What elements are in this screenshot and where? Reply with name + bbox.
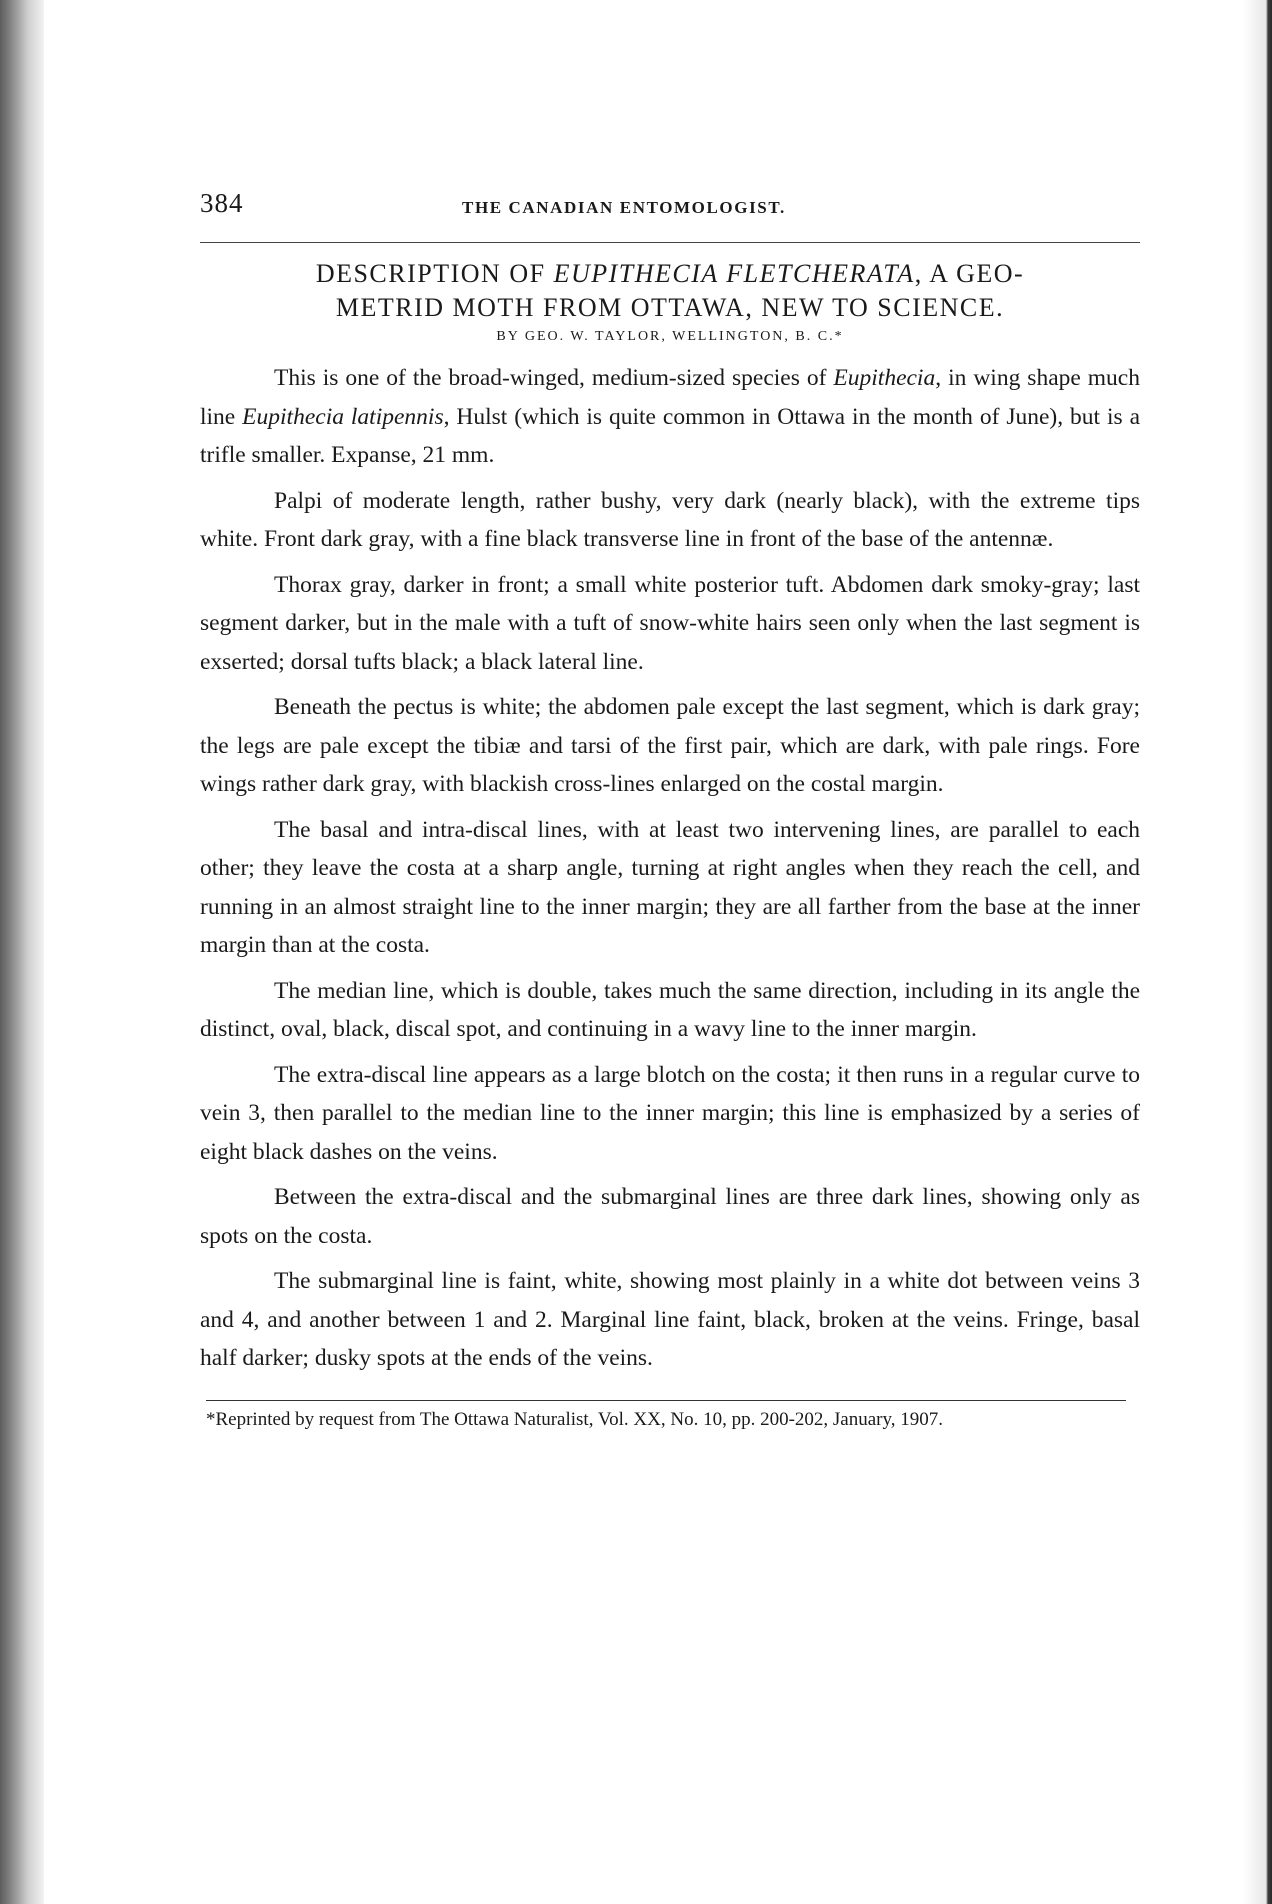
- title-line-1-end: , A GEO-: [914, 259, 1025, 288]
- journal-title: THE CANADIAN ENTOMOLOGIST.: [462, 198, 786, 217]
- running-head: [200, 180, 1140, 224]
- paragraph-1-text-b: , in wing shape much line: [200, 365, 1140, 430]
- paragraph-9: The submarginal line is faint, white, showing most plainly in a white dot between veins 3 and 4, and another between 1 and 2. Marginal line faint, black, broken at the veins. Fringe, basal half darker; dusky spots at the ends of the veins.: [200, 1268, 1140, 1371]
- paragraph-7: The extra-discal line appears as a large blotch on the costa; it then runs in a regular curve to vein 3, then parallel to the median line to the inner margin; this line is emphasized by a series of eight black dashes on the veins.: [200, 1061, 1140, 1165]
- paragraph-8: Between the extra-discal and the submarginal lines are three dark lines, showing only as spots on the costa.: [200, 1184, 1140, 1249]
- genus-name: Eupithecia: [833, 365, 936, 391]
- byline: BY GEO. W. TAYLOR, WELLINGTON, B. C.*: [496, 329, 844, 344]
- scan-edge-right: [1242, 0, 1272, 1904]
- footnote-rule: [206, 1400, 1126, 1401]
- page-number: 384: [200, 188, 244, 218]
- article-body: [200, 359, 1140, 1378]
- footnote: *Reprinted by request from The Ottawa Naturalist, Vol. XX, No. 10, pp. 200-202, January, 1907.: [206, 1408, 944, 1430]
- paragraph-1: [200, 359, 1140, 475]
- species-name: Eupithecia latipennis: [242, 403, 444, 430]
- paragraph-5: The basal and intra-discal lines, with at least two intervening lines, are parallel to each other; they leave the costa at a sharp angle, turning at right angles when they reach the cell, and running in an almost straight line to the inner margin; they are all farther from the base at the inner margin than at the costa.: [200, 816, 1140, 958]
- paragraph-4: Beneath the pectus is white; the abdomen pale except the last segment, which is dark gray; the legs are pale except the tibiæ and tarsi of the first pair, which are dark, with pale rings. Fore wings rather dark gray, with blackish cross-lines enlarged on the costal margin.: [200, 694, 1140, 797]
- header-rule: [200, 242, 1140, 243]
- paragraph-1-text-a: This is one of the broad-winged, medium-sized species of: [274, 365, 834, 391]
- paragraph-3: Thorax gray, darker in front; a small white posterior tuft. Abdomen dark smoky-gray; last segment darker, but in the male with a tuft of snow-white hairs seen only when the last segment is exserted; dorsal tufts black; a black lateral line.: [200, 571, 1140, 675]
- paragraph-6: The median line, which is double, takes much the same direction, including in its angle the distinct, oval, black, discal spot, and continuing in a wavy line to the inner margin.: [200, 977, 1140, 1042]
- title-line-1: [200, 257, 1140, 291]
- title-species-name: EUPITHECIA FLETCHERATA: [553, 259, 915, 288]
- paragraph-2: Palpi of moderate length, rather bushy, very dark (nearly black), with the extreme tips white. Front dark gray, with a fine black transverse line in front of the base of the antennæ.: [200, 487, 1140, 552]
- journal-page: [200, 180, 1140, 1432]
- article-title: [200, 257, 1140, 325]
- title-line-1-start: DESCRIPTION OF: [315, 259, 554, 288]
- title-line-2: METRID MOTH FROM OTTAWA, NEW TO SCIENCE.: [335, 293, 1005, 322]
- paragraph-1-text-c: , Hulst (which is quite common in Ottawa in the month of June), but is a trifle smaller. Expanse, 21 mm.: [200, 403, 1140, 468]
- scan-edge-left: [0, 0, 44, 1904]
